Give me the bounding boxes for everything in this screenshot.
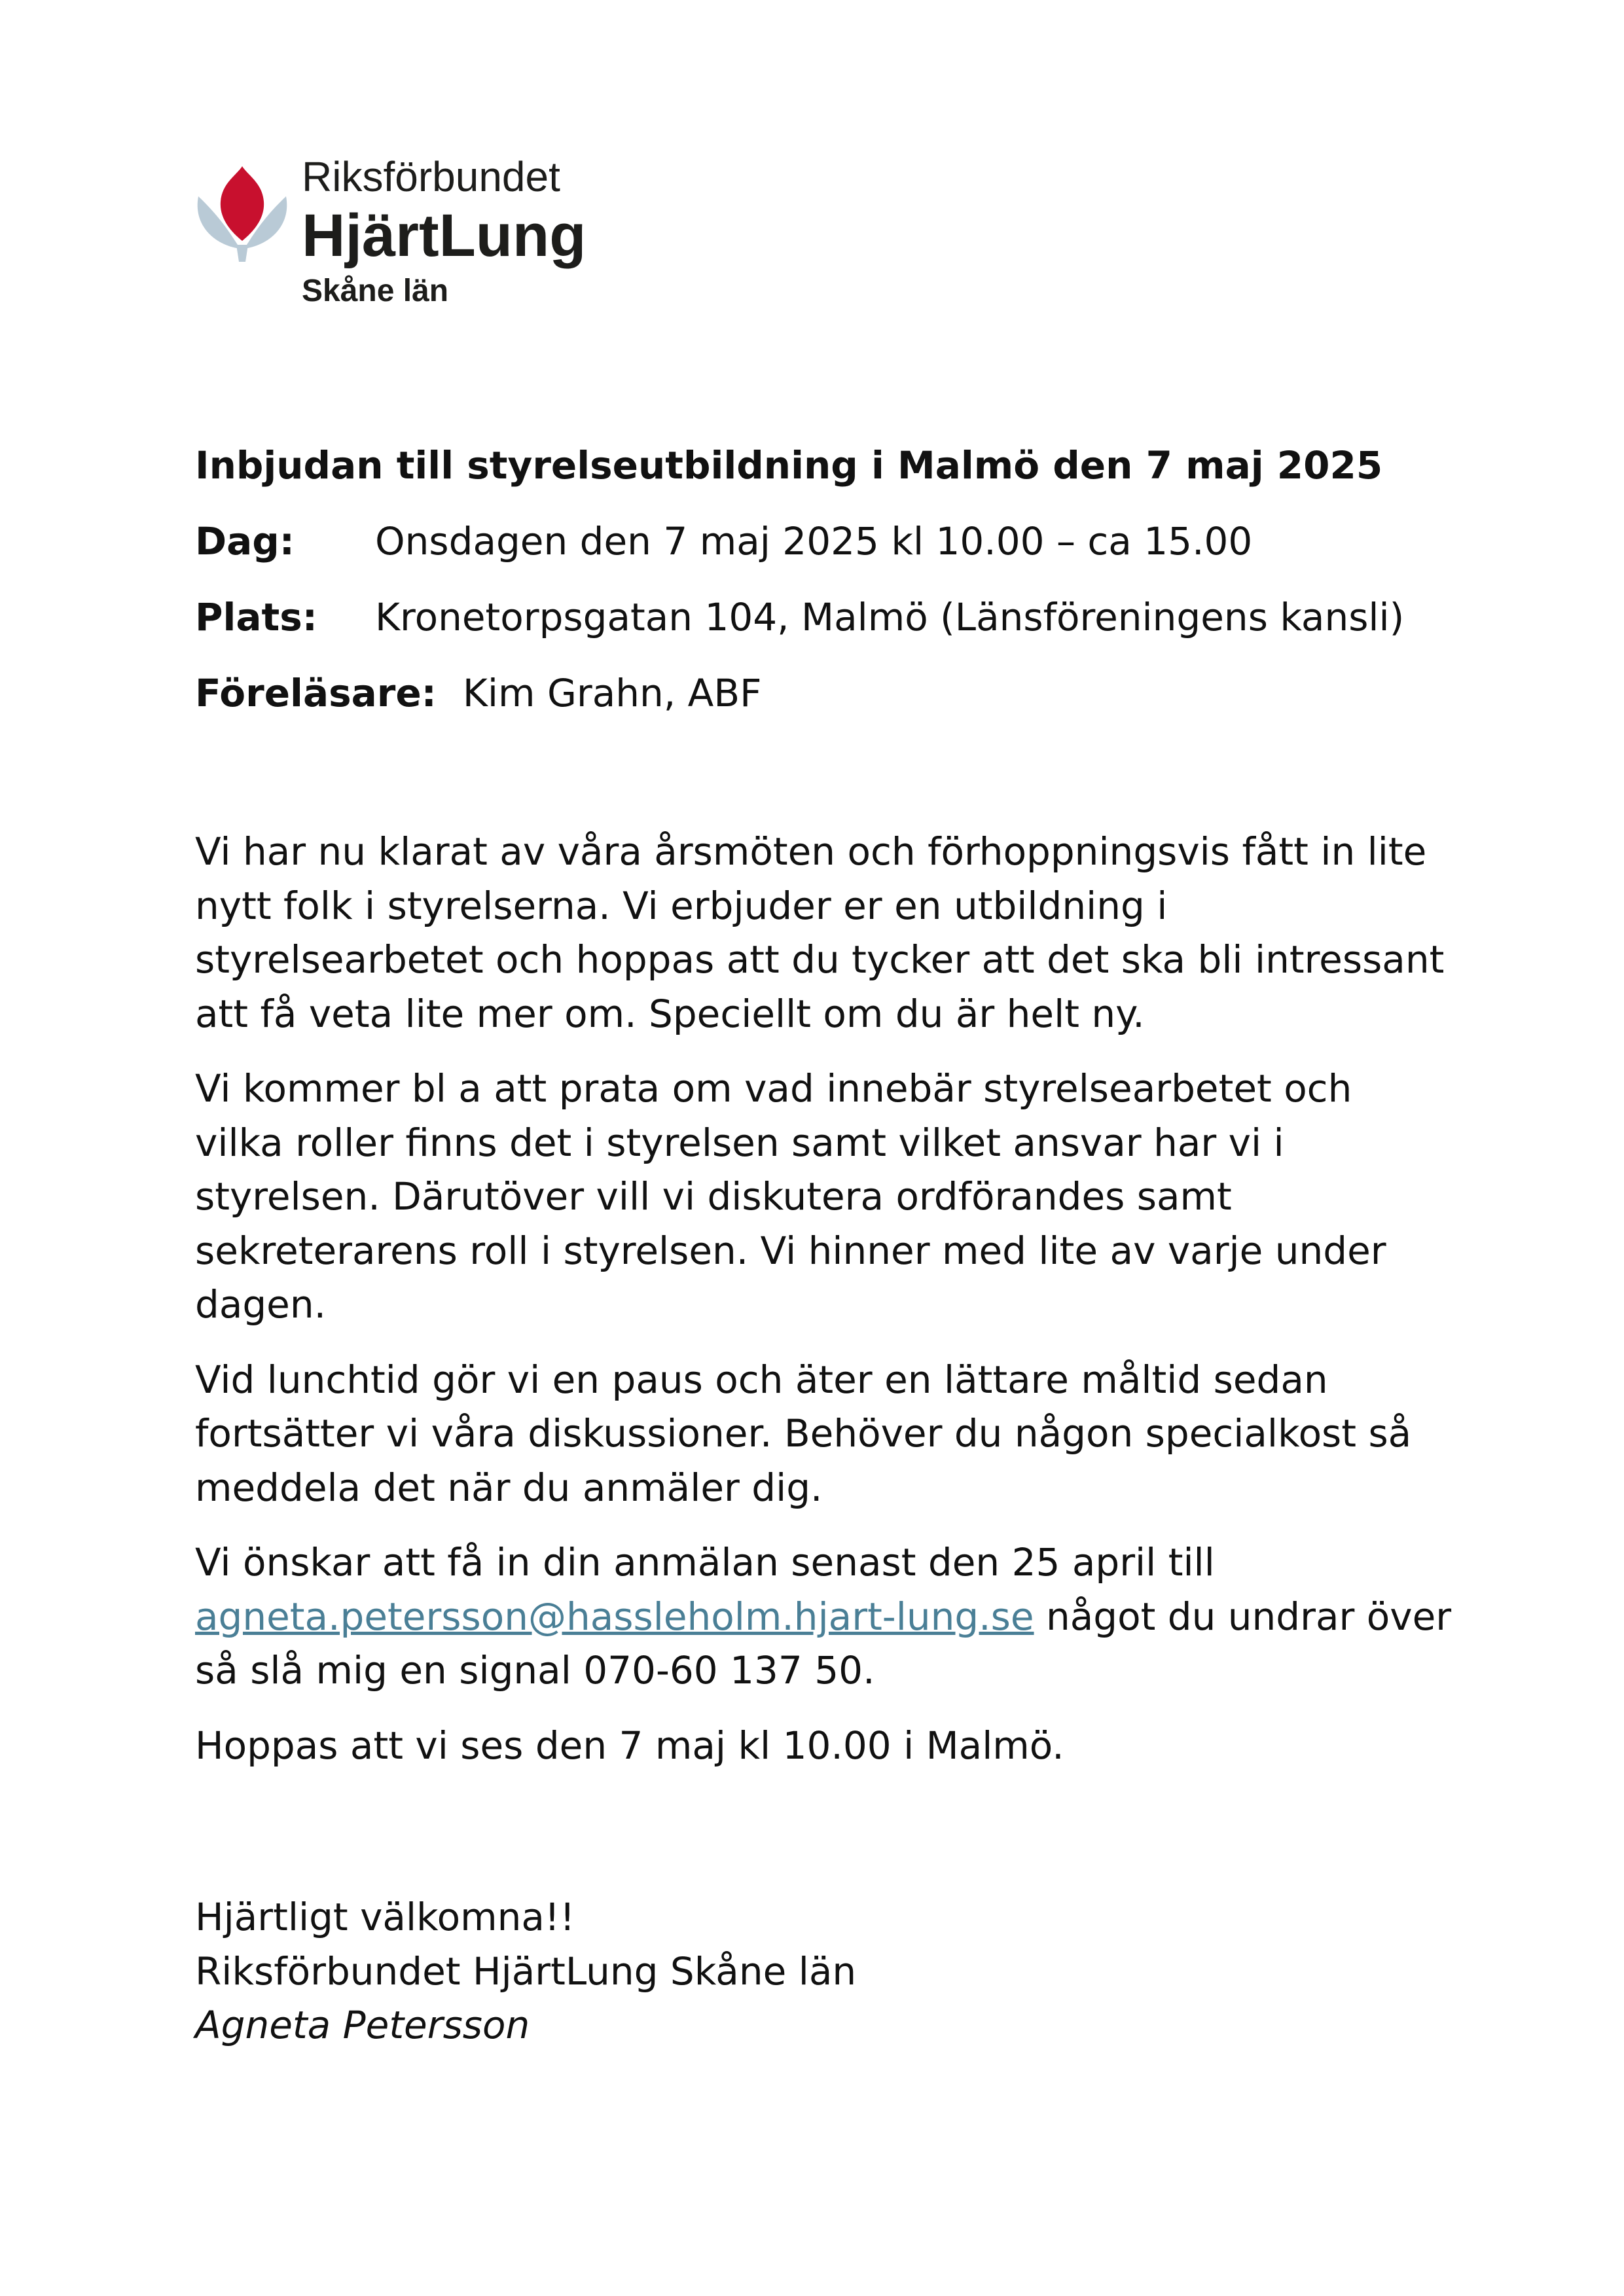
- info-row-lecturer: [195, 666, 1452, 720]
- info-label-place: Plats:: [195, 595, 317, 639]
- info-label-day: Dag:: [195, 519, 295, 564]
- closing-greeting: Hjärtligt välkomna!!: [195, 1895, 575, 1939]
- closing: [195, 1890, 1452, 2053]
- logo-line-2: HjärtLung: [302, 202, 586, 269]
- registration-text-after: något du undrar över så slå mig en signal 070-60 137 50.: [195, 1594, 1452, 1693]
- paragraph-topics: Vi kommer bl a att prata om vad innebär styrelsearbetet och vilka roller finns det i styrelsen samt vilket ansvar har vi i styrelsen. Därutöver vill vi diskutera ordförandes samt sekreterarens roll i styrelsen. Vi hinner med lite av varje under dagen.: [195, 1066, 1386, 1327]
- letter-content: [195, 439, 1452, 2053]
- paragraph-registration: [195, 1535, 1452, 1698]
- page-title: Inbjudan till styrelseutbildning i Malmö den 7 maj 2025: [195, 443, 1383, 488]
- logo: [193, 151, 612, 321]
- info-value-day: Onsdagen den 7 maj 2025 kl 10.00 – ca 15.00: [375, 519, 1253, 564]
- letter-body: [195, 825, 1452, 1772]
- info-value-place: Kronetorpsgatan 104, Malmö (Länsföreningens kansli): [375, 595, 1405, 639]
- logo-line-3: Skåne län: [302, 274, 449, 308]
- paragraph-lunch: Vid lunchtid gör vi en paus och äter en lättare måltid sedan fortsätter vi våra diskussioner. Behöver du någon specialkost så meddela det när du anmäler dig.: [195, 1357, 1412, 1510]
- paragraph-intro: Vi har nu klarat av våra årsmöten och förhoppningsvis fått in lite nytt folk i styrelserna. Vi erbjuder er en utbildning i styrelsearbetet och hoppas att du tycker att det ska bli intressant att få veta lite mer om. Speciellt om du är helt ny.: [195, 829, 1445, 1036]
- heart-lung-logo-icon: [193, 158, 291, 263]
- email-link[interactable]: agneta.petersson@hassleholm.hjart-lung.se: [195, 1594, 1034, 1639]
- info-label-lecturer: Föreläsare:: [195, 671, 437, 715]
- signature: Agneta Petersson: [195, 2003, 530, 2047]
- paragraph-see-you: Hoppas att vi ses den 7 maj kl 10.00 i Malmö.: [195, 1723, 1064, 1768]
- registration-text-before: Vi önskar att få in din anmälan senast den 25 april till: [195, 1540, 1215, 1585]
- info-value-lecturer: Kim Grahn, ABF: [462, 671, 762, 715]
- closing-org: Riksförbundet HjärtLung Skåne län: [195, 1948, 857, 1994]
- info-row-place: [195, 590, 1452, 644]
- info-row-day: [195, 514, 1452, 568]
- logo-line-1: Riksförbundet: [302, 153, 560, 200]
